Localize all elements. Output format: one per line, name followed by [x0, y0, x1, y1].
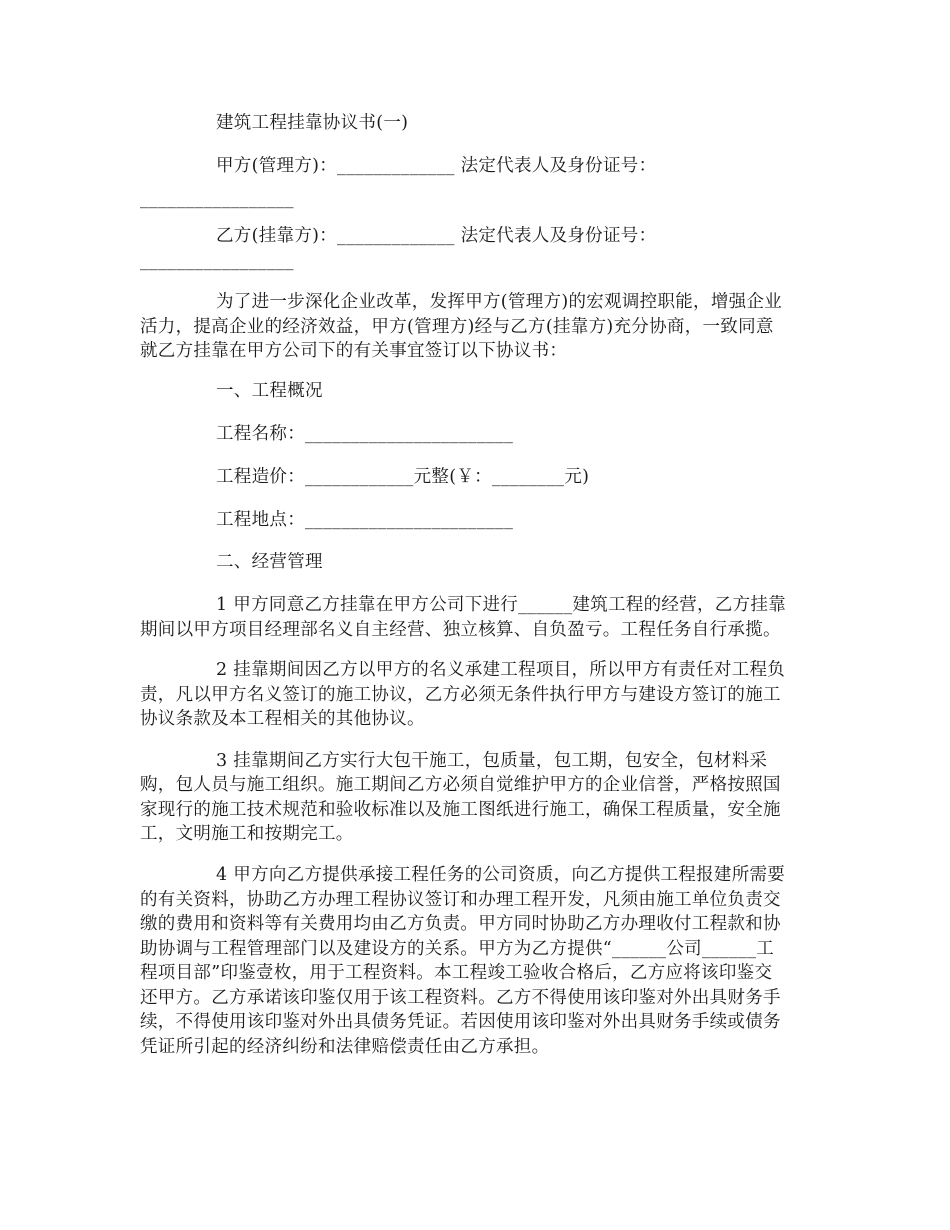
party-b-line: 乙方(挂靠方)：_____________ 法定代表人及身份证号： [216, 226, 657, 246]
paragraph-line: 协议条款及本工程相关的其他协议。 [140, 709, 425, 729]
paragraph-line: 的有关资料，协助乙方办理工程协议签订和办理工程开发，凡须由施工单位负责交 [140, 890, 781, 910]
paragraph-line: 责，凡以甲方名义签订的施工协议，乙方必须无条件执行甲方与建设方签订的施工 [140, 685, 781, 705]
party-a-line: 甲方(管理方)：_____________ 法定代表人及身份证号： [216, 156, 657, 176]
project-name-field: 工程名称：_______________________ [216, 424, 514, 444]
paragraph-line: 1 甲方同意乙方挂靠在甲方公司下进行______建筑工程的经营，乙方挂靠 [216, 595, 786, 615]
paragraph-line: 续，不得使用该印鉴对外出具债务凭证。若因使用该印鉴对外出具财务手续或债务 [140, 1012, 781, 1032]
paragraph-line: 家现行的施工技术规范和验收标准以及施工图纸进行施工，确保工程质量，安全施 [140, 800, 781, 820]
paragraph-line: 为了进一步深化企业改革，发挥甲方(管理方)的宏观调控职能，增强企业 [216, 292, 783, 312]
paragraph-line: 活力，提高企业的经济效益，甲方(管理方)经与乙方(挂靠方)充分协商，一致同意 [140, 317, 774, 337]
paragraph-line: 凭证所引起的经济纠纷和法律赔偿责任由乙方承担。 [140, 1037, 550, 1057]
paragraph-line: 缴的费用和资料等有关费用均由乙方负责。甲方同时协助乙方办理收付工程款和协 [140, 914, 781, 934]
project-site-field: 工程地点：_______________________ [216, 510, 514, 530]
section-2-heading: 二、经营管理 [216, 552, 323, 572]
party-a-id-blank: _________________ [140, 189, 294, 209]
document-title: 建筑工程挂靠协议书(一) [216, 113, 409, 133]
paragraph-line: 4 甲方向乙方提供承接工程任务的公司资质，向乙方提供工程报建所需要 [216, 865, 786, 885]
paragraph-line: 就乙方挂靠在甲方公司下的有关事宜签订以下协议书： [140, 341, 568, 361]
paragraph-line: 工，文明施工和按期完工。 [140, 824, 354, 844]
paragraph-line: 2 挂靠期间因乙方以甲方的名义承建工程项目，所以甲方有责任对工程负 [216, 660, 786, 680]
paragraph-line: 程项目部”印鉴壹枚，用于工程资料。本工程竣工验收合格后，乙方应将该印鉴交 [140, 963, 773, 983]
paragraph-line: 助协调与工程管理部门以及建设方的关系。甲方为乙方提供“______公司______工 [140, 939, 775, 959]
project-cost-field: 工程造价：____________元整(￥：________元) [216, 467, 590, 487]
section-1-heading: 一、工程概况 [216, 381, 323, 401]
paragraph-line: 购，包人员与施工组织。施工期间乙方必须自觉维护甲方的企业信誉，严格按照国 [140, 775, 781, 795]
paragraph-line: 3 挂靠期间乙方实行大包干施工，包质量，包工期，包安全，包材料采 [216, 751, 768, 771]
paragraph-line: 还甲方。乙方承诺该印鉴仅用于该工程资料。乙方不得使用该印鉴对外出具财务手 [140, 988, 781, 1008]
party-b-id-blank: _________________ [140, 251, 294, 271]
paragraph-line: 期间以甲方项目经理部名义自主经营、独立核算、自负盈亏。工程任务自行承揽。 [140, 620, 781, 640]
